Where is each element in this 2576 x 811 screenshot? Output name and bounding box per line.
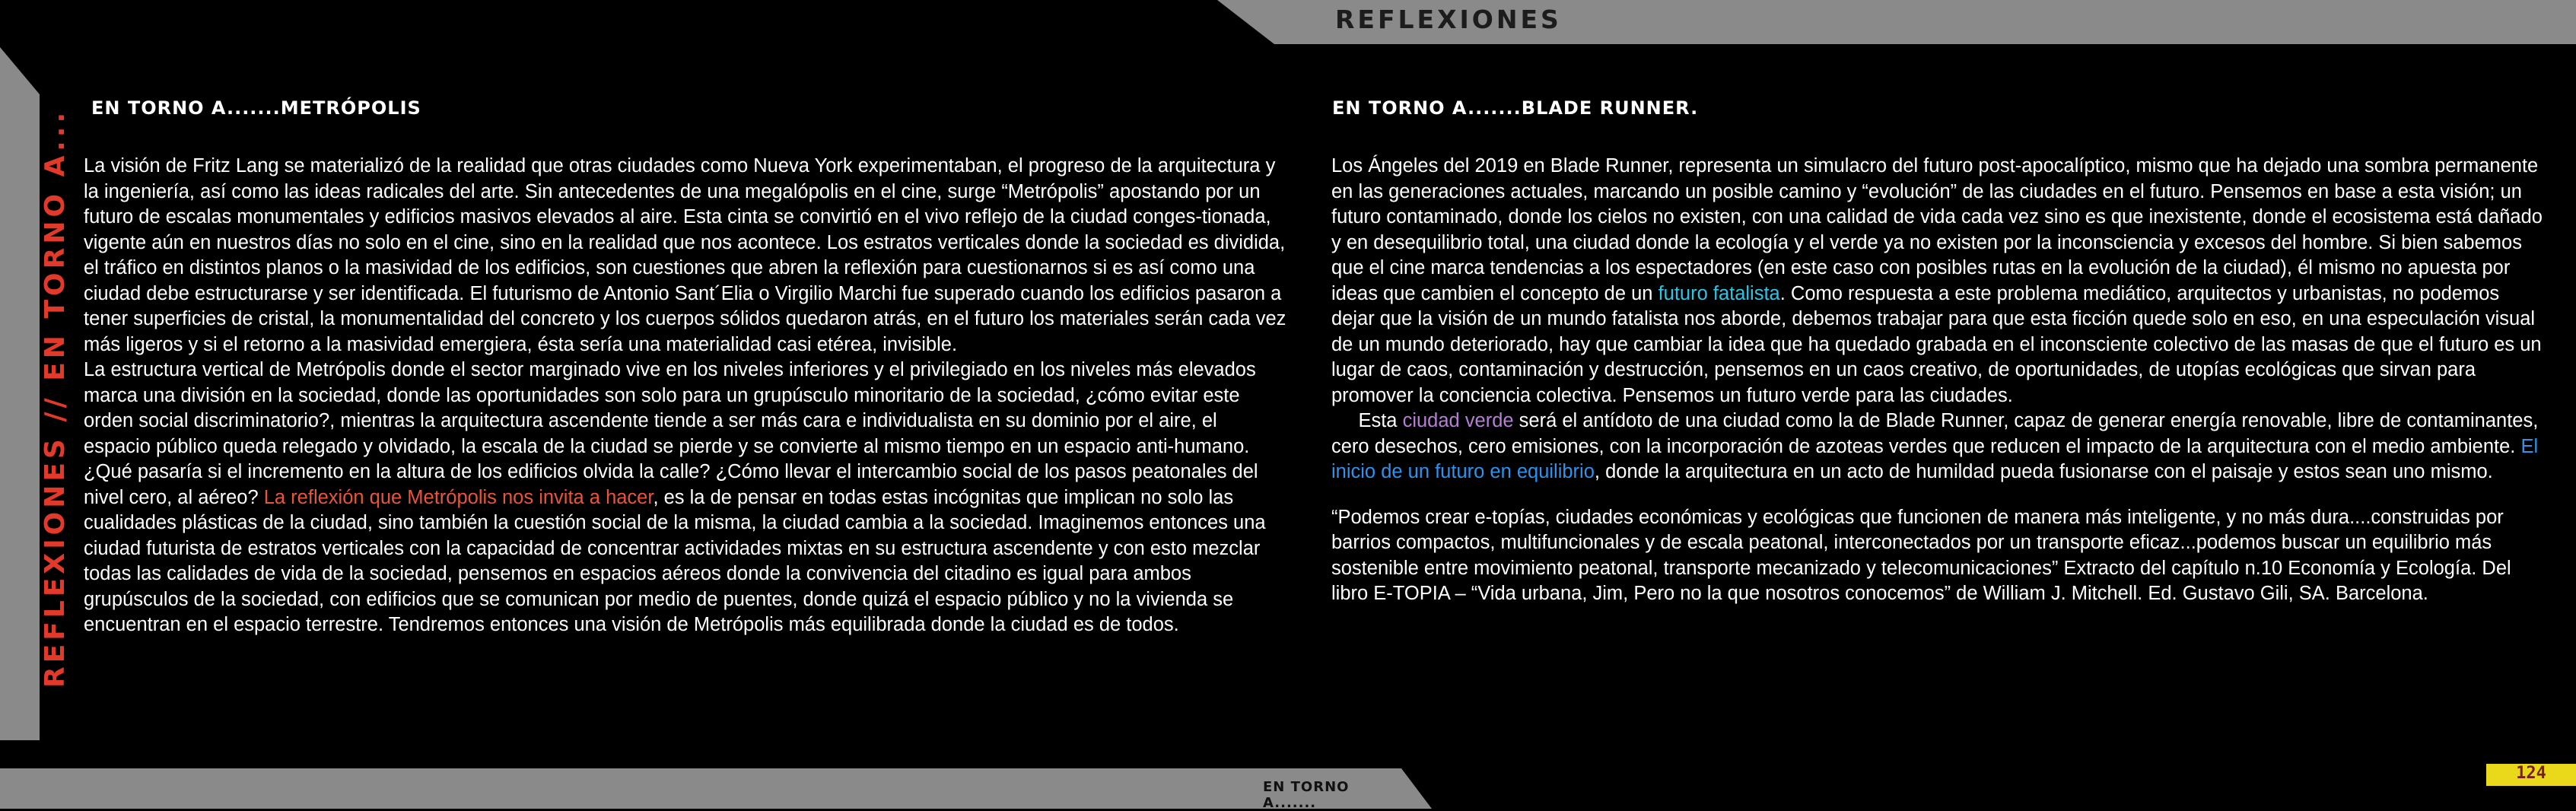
vertical-side-label: REFLEXIONES // EN TORNO A... (40, 108, 71, 688)
blade-runner-quote: “Podemos crear e-topías, ciudades económicas y ecológicas que funcionen de manera más inteligente, y no más dura....construidas por barrios compactos, multifuncionales y de escala peatonal, interconectados por un transporte eficaz...podemos buscar un equilibrio más sostenible entre movimiento peatonal, transporte mecanizado y telecomunicaciones” Extracto del capítulo n.10 Economía y Ecología. Del libro E-TOPIA – “Vida urbana, Jim, Pero no la que nosotros conocemos” de William J. Mitchell. Ed. Gustavo Gili, SA. Barcelona. (1331, 506, 2511, 604)
ciudad-verde-highlight: ciudad verde (1402, 410, 1514, 431)
blade-runner-paragraph-1 (1331, 154, 2543, 409)
blade-runner-text-run: será el antídoto de una ciudad como la de Blade Runner, capaz de generar energía renovable, libre de contaminantes, cero desechos, cero emisiones, con la incorporación de azoteas verdes que reducen el impacto de la arquitectura con el medio ambiente. (1331, 410, 2544, 457)
blade-runner-text-run: Esta (1331, 410, 1403, 431)
left-side-band (0, 47, 40, 740)
futuro-fatalista-highlight: futuro fatalista (1658, 282, 1780, 304)
blade-runner-text-run: Los Ángeles del 2019 en Blade Runner, representa un simulacro del futuro post-apocalíptico, mismo que ha dejado una sombra permanente en las generaciones actuales, marcando un posible camino y “evolución” de las ciudades en el futuro. Pensemos en base a esta visión; un futuro contaminado, donde los cielos no existen, con una calidad de vida cada vez sino es que inexistente, donde el ecosistema está dañado y en desequilibrio total, una ciudad donde la ecología y el verde ya no existen por la inconsciencia y excesos del hombre. Si bien sabemos que el cine marca tendencias a los espectadores (en este caso con posibles rutas en la evolución de la ciudad), él mismo no apuesta por ideas que cambien el concepto de un (1331, 155, 2543, 304)
metropolis-paragraph-2 (84, 358, 1287, 638)
footer-label: EN TORNO A....... (1263, 779, 1350, 811)
blade-runner-paragraph-2 (1331, 409, 2543, 485)
metropolis-article (84, 154, 1287, 638)
page-number: 124 (2516, 764, 2546, 783)
blade-runner-text-run: , donde la arquitectura en un acto de humildad pueda fusionarse con el paisaje y estos sean uno mismo. (1594, 461, 2493, 482)
futuro-equilibrio-highlight: El inicio de un futuro en equilibrio (1331, 435, 2544, 482)
metropolis-text-run: La estructura vertical de Metrópolis donde el sector marginado vive en los niveles inferiores y el privilegiado en los niveles más elevados marca una división en la sociedad, donde las oportunidades son solo para un grupúsculo minoritario de la sociedad, ¿cómo evitar este orden social discriminatorio?, mientras la arquitectura ascendente tiende a ser más cara e individualista en su dominio por el aire, el espacio público queda relegado y olvidado, la escala de la ciudad se pierde y se convierte al mismo tiempo en un espacio anti-humano. ¿Qué pasaría si el incremento en la altura de los edificios olvida la calle? ¿Cómo llevar el intercambio social de los pasos peatonales del nivel cero, al aéreo? (84, 359, 1258, 508)
blade-runner-text-run: . Como respuesta a este problema mediático, arquitectos y urbanistas, no podemos dejar que la visión de un mundo fatalista nos aborde, debemos trabajar para que esta ficción quede solo en eso, en una especulación visual de un mundo deteriorado, hay que cambiar la idea que ha quedado grabada en el inconsciente colectivo de las masas de que el futuro es un lugar de caos, contaminación y destrucción, pensemos en un caos creativo, de oportunidades, de utopías ecológicas que sirvan para promover la conciencia colectiva. Pensemos un futuro verde para las ciudades. (1331, 282, 2542, 406)
bottom-bar (0, 768, 1432, 809)
blade-runner-heading: EN TORNO A.......BLADE RUNNER. (1332, 97, 1699, 119)
metropolis-paragraph: La visión de Fritz Lang se materializó de la realidad que otras ciudades como Nueva York experimentaban, el progreso de la arquitectura y la ingeniería, así como las ideas radicales del arte. Sin antecedentes de una megalópolis en el cine, surge “Metrópolis” apostando por un futuro de escalas monumentales y edificios masivos elevados al aire. Esta cinta se convirtió en el vivo reflejo de la ciudad conges-tionada, vigente aún en nuestros días no solo en el cine, sino en la realidad que nos acontece. Los estratos verticales donde la sociedad es dividida, el tráfico en distintos planos o la masividad de los edificios, son cuestiones que abren la reflexión para cuestionarnos si es así como una ciudad debe estructurarse y ser identificada. El futurismo de Antonio Sant´Elia o Virgilio Marchi fue superado cuando los edificios pasaron a tener superficies de cristal, la monumentalidad del concreto y los cuerpos sólidos quedaron atrás, en el futuro los materiales serán cada vez más ligeros y si el retorno a la masividad emergiera, ésta sería una materialidad casi etérea, invisible. (84, 155, 1286, 355)
section-title: REFLEXIONES (1335, 5, 1562, 34)
metropolis-heading: EN TORNO A.......METRÓPOLIS (91, 97, 421, 119)
metropolis-highlight: La reflexión que Metrópolis nos invita a hacer (263, 486, 654, 508)
metropolis-text-run: , es la de pensar en todas estas incógnitas que implican no solo las cualidades plásticas de la ciudad, sino también la cuestión social de la misma, la ciudad cambia a la sociedad. Imaginemos entonces una ciudad futurista de estratos verticales con la capacidad de concentrar actividades mixtas en su estructura ascendente y con esto mezclar todas las calidades de vida de la sociedad, pensemos en espacios aéreos donde la convivencia del citadino es igual para ambos grupúsculos de la sociedad, con edificios que se comunican por medio de puentes, donde quizá el espacio público y no la vivienda se encuentran en el espacio terrestre. Tendremos entonces una visión de Metrópolis más equilibrada donde la ciudad es de todos. (84, 486, 1266, 635)
blade-runner-article (1331, 154, 2543, 607)
